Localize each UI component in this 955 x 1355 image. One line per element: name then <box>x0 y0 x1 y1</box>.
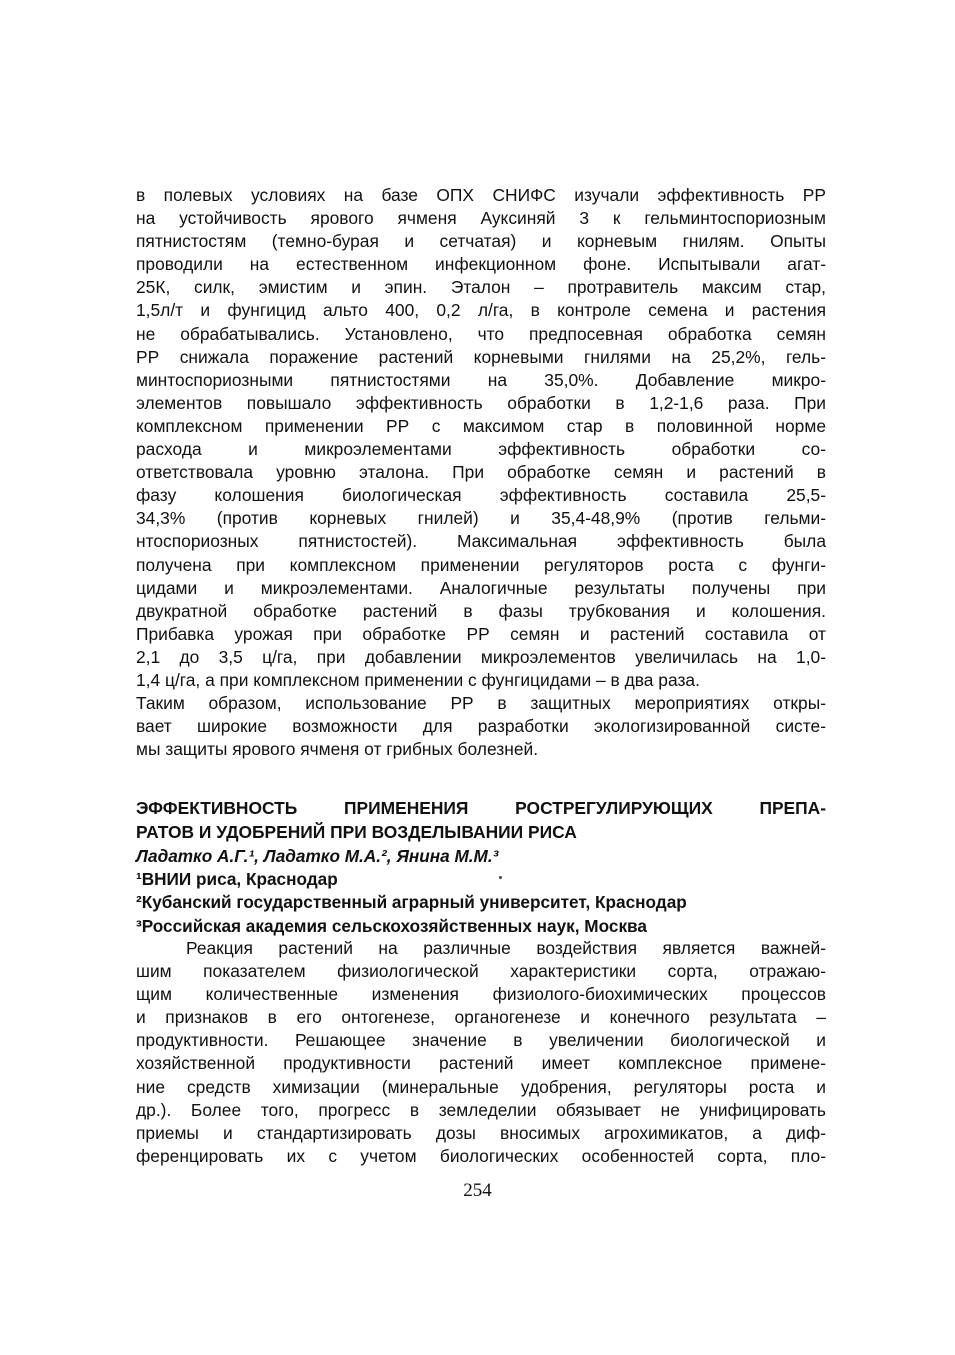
speck <box>499 876 502 879</box>
text-line: хозяйственной продуктивности растений имеет комплексное примене- <box>136 1053 826 1074</box>
text-line: в полевых условиях на базе ОПХ СНИФС изучали эффективность РР <box>136 185 826 205</box>
text-line: цидами и микроэлементами. Аналогичные результаты получены при <box>136 577 826 598</box>
page-number: 254 <box>463 1180 492 1201</box>
title-line: ЭФФЕКТИВНОСТЬ ПРИМЕНЕНИЯ РОСТРЕГУЛИРУЮЩИХ ПРЕПА- <box>136 798 826 818</box>
text-line: 34,3% (против корневых гнилей) и 35,4-48,9% (против гельми- <box>136 508 826 529</box>
text-line: др.). Более того, прогресс в земледелии обязывает не унифицировать <box>136 1099 826 1120</box>
text-line: 1,4 ц/га, а при комплексном применении с фунгицидами – в два раза. <box>136 669 700 690</box>
text-line: на устойчивость ярового ячменя Ауксиняй 3 к гельминтоспориозным <box>136 208 826 229</box>
text-line: и признаков в его онтогенезе, органогенезе и конечного результата – <box>136 1007 826 1028</box>
text-line: 1,5л/т и фунгицид альто 400, 0,2 л/га, в контроле семена и растения <box>136 300 826 321</box>
text-line: проводили на естественном инфекционном фоне. Испытывали агат- <box>136 254 826 275</box>
affiliation: ³Российская академия сельскохозяйственных наук, Москва <box>136 915 647 936</box>
text-line: мы защиты ярового ячменя от грибных болезней. <box>136 739 539 760</box>
article-title <box>136 797 826 844</box>
text-line: ние средств химизации (минеральные удобрения, регуляторы роста и <box>136 1076 826 1097</box>
text-line: ответствовала уровню эталона. При обработке семян и растений в <box>136 462 826 483</box>
affiliation: ²Кубанский государственный аграрный университет, Краснодар <box>136 892 687 913</box>
text-line: Таким образом, использование РР в защитных мероприятиях откры- <box>136 693 826 714</box>
text-line: получена при комплексном применении регуляторов роста с фунги- <box>136 554 826 575</box>
text-line: РР снижала поражение растений корневыми гнилями на 25,2%, гель- <box>136 346 826 367</box>
text-line: расхода и микроэлементами эффективность обработки со- <box>136 439 826 460</box>
text-line: двукратной обработке растений в фазы трубкования и колошения. <box>136 600 826 621</box>
text-line: нтоспориозных пятнистостей). Максимальная эффективность была <box>136 531 826 552</box>
text-line: элементов повышало эффективность обработки в 1,2-1,6 раза. При <box>136 392 826 413</box>
affiliation: ¹ВНИИ риса, Краснодар <box>136 869 338 890</box>
author-block <box>136 845 826 938</box>
body-paragraph-2 <box>136 937 826 1168</box>
text-line: продуктивности. Решающее значение в увеличении биологической и <box>136 1030 826 1051</box>
text-line: шим показателем физиологической характеристики сорта, отражаю- <box>136 961 826 982</box>
text-line: минтоспориозными пятнистостями на 35,0%. Добавление микро- <box>136 369 826 390</box>
text-line: Реакция растений на различные воздействия является важней- <box>186 938 826 958</box>
text-line: 2,1 до 3,5 ц/га, при добавлении микроэлементов увеличилась на 1,0- <box>136 646 826 667</box>
text-line: ференцировать их с учетом биологических особенностей сорта, пло- <box>136 1145 826 1166</box>
text-line: Прибавка урожая при обработке РР семян и растений составила от <box>136 623 826 644</box>
body-paragraph-1 <box>136 184 826 761</box>
text-line: пятнистостям (темно-бурая и сетчатая) и корневым гнилям. Опыты <box>136 231 826 252</box>
authors: Ладатко А.Г.¹, Ладатко М.А.², Янина М.М.³ <box>136 846 499 866</box>
text-line: вает широкие возможности для разработки экологизированной систе- <box>136 716 826 737</box>
text-line: не обрабатывались. Установлено, что предпосевная обработка семян <box>136 323 826 344</box>
text-line: щим количественные изменения физиолого-биохимических процессов <box>136 984 826 1005</box>
text-line: приемы и стандартизировать дозы вносимых агрохимикатов, а диф- <box>136 1122 826 1143</box>
text-line: 25К, силк, эмистим и эпин. Эталон – протравитель максим стар, <box>136 277 826 298</box>
text-line: комплексном применении РР с максимом стар в половинной норме <box>136 415 826 436</box>
title-line: РАТОВ И УДОБРЕНИЙ ПРИ ВОЗДЕЛЫВАНИИ РИСА <box>136 821 577 842</box>
text-line: фазу колошения биологическая эффективность составила 25,5- <box>136 485 826 506</box>
